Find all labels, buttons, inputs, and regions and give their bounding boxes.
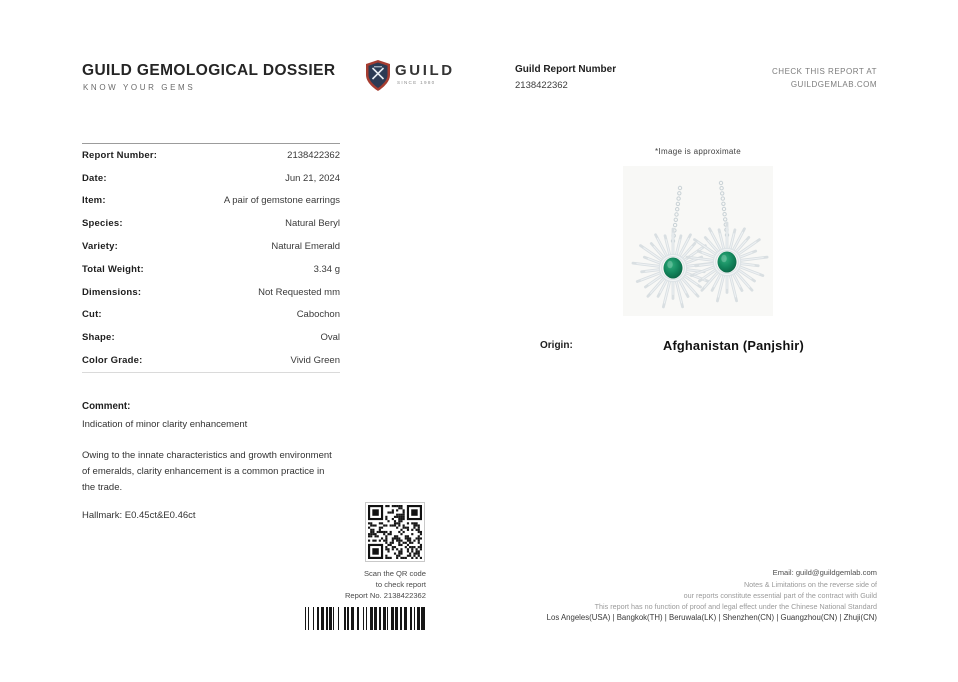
comment-line: Indication of minor clarity enhancement [82, 419, 248, 430]
table-row [82, 235, 340, 258]
guild-shield-icon [366, 60, 390, 96]
brand-title: GUILD GEMOLOGICAL DOSSIER [82, 62, 336, 79]
detail-label: Cut: [82, 309, 102, 321]
footer-note-line: our reports constitute essential part of the contract with Guild [683, 591, 877, 600]
detail-value: Not Requested mm [258, 286, 340, 298]
table-row [82, 349, 340, 372]
footer-note-line: Notes & Limitations on the reverse side of [743, 580, 877, 589]
table-row [82, 258, 340, 281]
comment-label: Comment: [82, 401, 131, 412]
detail-value: Natural Emerald [271, 241, 340, 253]
detail-label: Dimensions: [82, 286, 142, 298]
qr-caption-line: to check report [375, 580, 426, 589]
detail-label: Species: [82, 218, 123, 230]
detail-label: Color Grade: [82, 355, 143, 367]
detail-label: Variety: [82, 241, 118, 253]
detail-value: Oval [320, 332, 340, 344]
logo-since: SINCE 1980 [397, 80, 436, 85]
detail-label: Date: [82, 172, 107, 184]
brand-tagline: KNOW YOUR GEMS [83, 83, 196, 92]
detail-label: Item: [82, 195, 106, 207]
detail-label: Report Number: [82, 149, 158, 161]
table-row [82, 190, 340, 213]
detail-value: Cabochon [296, 309, 340, 321]
detail-value: Jun 21, 2024 [285, 172, 340, 184]
detail-value: Natural Beryl [285, 218, 340, 230]
footer-note-line: This report has no function of proof and legal effect under the Chinese National Standard [594, 602, 877, 611]
detail-value: A pair of gemstone earrings [223, 195, 340, 207]
barcode [305, 607, 425, 630]
detail-value: 3.34 g [313, 263, 340, 275]
origin-label: Origin: [540, 340, 573, 351]
comment-paragraph: Owing to the innate characteristics and growth environment of emeralds, clarity enhancement is a common practice in the trade. [82, 450, 332, 493]
table-row [82, 167, 340, 190]
details-table [82, 143, 340, 373]
detail-value: 2138422362 [287, 149, 340, 161]
logo-text-block [395, 63, 455, 85]
image-approximate-note: *Image is approximate [655, 147, 741, 156]
table-row [82, 326, 340, 349]
hallmark-text: Hallmark: E0.45ct&E0.46ct [82, 510, 196, 521]
check-report-url[interactable]: GUILDGEMLAB.COM [790, 80, 877, 89]
qr-caption-line: Scan the QR code [363, 569, 426, 578]
logo-name: GUILD [395, 62, 455, 79]
detail-label: Shape: [82, 332, 115, 344]
guild-logo [366, 60, 455, 96]
table-row [82, 212, 340, 235]
footer-email[interactable]: Email: guild@guildgemlab.com [772, 568, 877, 577]
check-report-line: CHECK THIS REPORT AT [772, 67, 877, 76]
footer-locations: Los Angeles(USA) | Bangkok(TH) | Beruwala(LK) | Shenzhen(CN) | Guangzhou(CN) | Zhuji(CN) [546, 613, 877, 622]
table-row [82, 304, 340, 327]
report-number-value: 2138422362 [515, 80, 568, 91]
report-number-label: Guild Report Number [515, 64, 617, 75]
detail-value: Vivid Green [290, 355, 340, 367]
qr-caption-report-no: Report No. 2138422362 [344, 591, 426, 600]
check-report-block [772, 65, 877, 91]
table-row [82, 281, 340, 304]
origin-value: Afghanistan (Panjshir) [663, 338, 804, 353]
table-row [82, 144, 340, 167]
detail-label: Total Weight: [82, 263, 144, 275]
qr-caption-block [345, 568, 426, 601]
qr-code [365, 502, 425, 562]
gem-photo [623, 166, 773, 316]
